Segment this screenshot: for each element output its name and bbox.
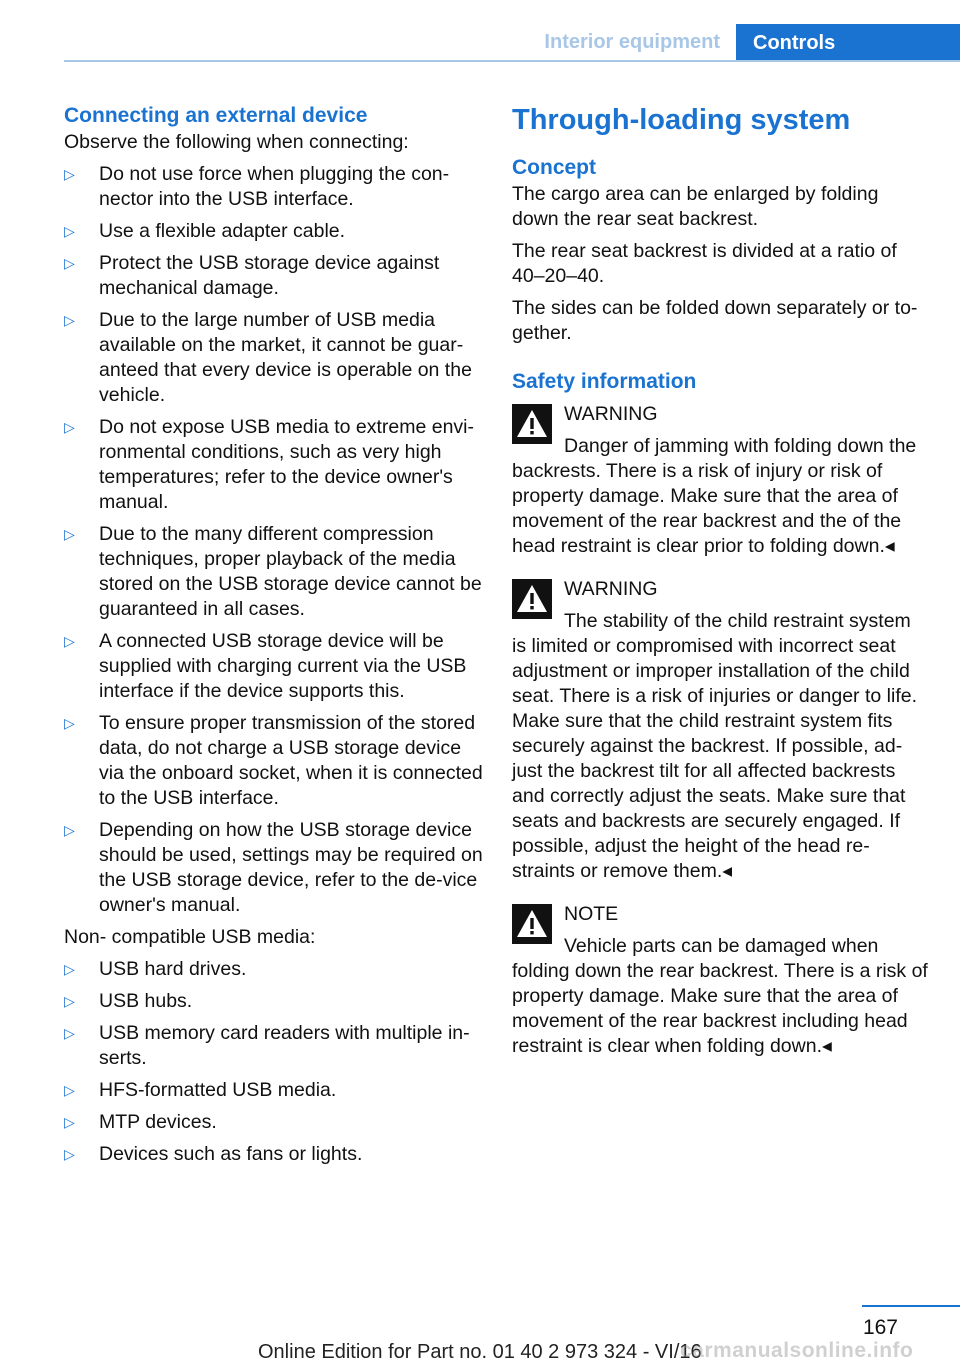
concept-paragraph: The cargo area can be enlarged by folding down the rear seat backrest.: [512, 183, 879, 230]
edition-line: Online Edition for Part no. 01 40 2 973 324 - VI/16: [258, 1341, 702, 1363]
list-item: [64, 818, 484, 918]
notice-text: The stability of the child restraint system is limited or compromised with incorrect seat adjustment or improper installation of the child seat. There is a risk of injuries or danger to life. Make sure that the child restraint system fits securely against the backrest. If possible, ad-just the backrest tilt for all affected backrests and correctly adjust the seats. Make sure that seats and backrests are securely engaged. If possible, adjust the height of the head re-straints or remove them.◂: [512, 610, 917, 882]
right-column: [512, 102, 930, 1059]
bullet-triangle-icon: ▷: [64, 166, 75, 182]
concept-paragraph: The rear seat backrest is divided at a ratio of 40–20–40.: [512, 240, 897, 287]
list-item: [64, 415, 484, 515]
bullet-triangle-icon: ▷: [64, 1025, 75, 1041]
warning-triangle-icon: [512, 579, 552, 619]
bullet-triangle-icon: ▷: [64, 255, 75, 271]
page-number: 167: [862, 1316, 898, 1339]
connect-list: [64, 162, 484, 918]
warning-notice: [512, 577, 930, 884]
list-item: [64, 711, 484, 811]
list-item-text: HFS-formatted USB media.: [99, 1079, 337, 1101]
bullet-triangle-icon: ▷: [64, 526, 75, 542]
list-item-text: Depending on how the USB storage device should be used, settings may be required on the USB storage device, refer to the de-vice owner's manual.: [99, 819, 483, 916]
list-item-text: Due to the many different compression techniques, proper playback of the media stored on the USB storage device cannot be guaranteed in all cases.: [99, 523, 482, 620]
list-item-text: USB hubs.: [99, 990, 193, 1012]
list-item-text: Devices such as fans or lights.: [99, 1143, 363, 1165]
bullet-triangle-icon: ▷: [64, 961, 75, 977]
list-item: [64, 629, 484, 704]
page-title: Through-loading system: [512, 104, 851, 136]
left-column: [64, 102, 484, 1174]
notice-label: WARNING: [564, 578, 658, 600]
list-item-text: Use a flexible adapter cable.: [99, 220, 346, 242]
bullet-triangle-icon: ▷: [64, 1114, 75, 1130]
header-active-tab: Controls: [736, 24, 960, 62]
list-item: [64, 308, 484, 408]
bullet-triangle-icon: ▷: [64, 223, 75, 239]
watermark: carmanualsonline.info: [680, 1339, 914, 1362]
list-item: [64, 522, 484, 622]
list-item-text: Protect the USB storage device against mechanical damage.: [99, 252, 440, 299]
header-section-tab: Interior equipment: [544, 31, 720, 53]
bullet-triangle-icon: ▷: [64, 1146, 75, 1162]
warning-triangle-icon: [512, 904, 552, 944]
connect-intro: Observe the following when connecting:: [64, 131, 409, 153]
note-notice: [512, 902, 930, 1059]
notice-label: NOTE: [564, 903, 619, 925]
list-item-text: MTP devices.: [99, 1111, 217, 1133]
heading-concept: Concept: [512, 156, 596, 179]
list-item-text: USB memory card readers with multiple in-serts.: [99, 1022, 470, 1069]
list-item: [64, 219, 484, 244]
bullet-triangle-icon: ▷: [64, 419, 75, 435]
warning-notice: [512, 402, 930, 559]
list-item: [64, 1078, 484, 1103]
list-item-text: USB hard drives.: [99, 958, 247, 980]
concept-paragraph: The sides can be folded down separately or to-gether.: [512, 297, 918, 344]
bullet-triangle-icon: ▷: [64, 822, 75, 838]
list-item-text: To ensure proper transmission of the stored data, do not charge a USB storage device via the onboard socket, when it is connected to the USB interface.: [99, 712, 483, 809]
warning-triangle-icon: [512, 404, 552, 444]
list-item-text: Do not use force when plugging the con-nector into the USB interface.: [99, 163, 450, 210]
bullet-triangle-icon: ▷: [64, 312, 75, 328]
list-item: [64, 251, 484, 301]
bullet-triangle-icon: ▷: [64, 993, 75, 1009]
list-item: [64, 1021, 484, 1071]
list-item: [64, 1142, 484, 1167]
header-rule: [64, 60, 960, 62]
list-item: [64, 1110, 484, 1135]
heading-connecting-external-device: Connecting an external device: [64, 104, 368, 127]
bullet-triangle-icon: ▷: [64, 1082, 75, 1098]
notice-text: Vehicle parts can be damaged when folding down the rear backrest. There is a risk of property damage. Make sure that the area of movement of the rear backrest including head restraint is clear when folding down.◂: [512, 935, 928, 1057]
footer-rule: [862, 1305, 960, 1307]
noncompat-list: [64, 957, 484, 1167]
notice-label: WARNING: [564, 403, 658, 425]
bullet-triangle-icon: ▷: [64, 715, 75, 731]
list-item-text: A connected USB storage device will be supplied with charging current via the USB interface if the device supports this.: [99, 630, 467, 702]
noncompat-intro: Non- compatible USB media:: [64, 926, 316, 948]
list-item: [64, 957, 484, 982]
bullet-triangle-icon: ▷: [64, 633, 75, 649]
list-item-text: Due to the large number of USB media available on the market, it cannot be guar-anteed that every device is operable on the vehicle.: [99, 309, 472, 406]
list-item-text: Do not expose USB media to extreme envi-ronmental conditions, such as very high temperatures; refer to the device owner's manual.: [99, 416, 475, 513]
notice-text: Danger of jamming with folding down the backrests. There is a risk of injury or risk of property damage. Make sure that the area of movement of the rear backrest and the of the head restraint is clear prior to folding down.◂: [512, 435, 917, 557]
list-item: [64, 989, 484, 1014]
heading-safety-information: Safety information: [512, 370, 697, 393]
list-item: [64, 162, 484, 212]
